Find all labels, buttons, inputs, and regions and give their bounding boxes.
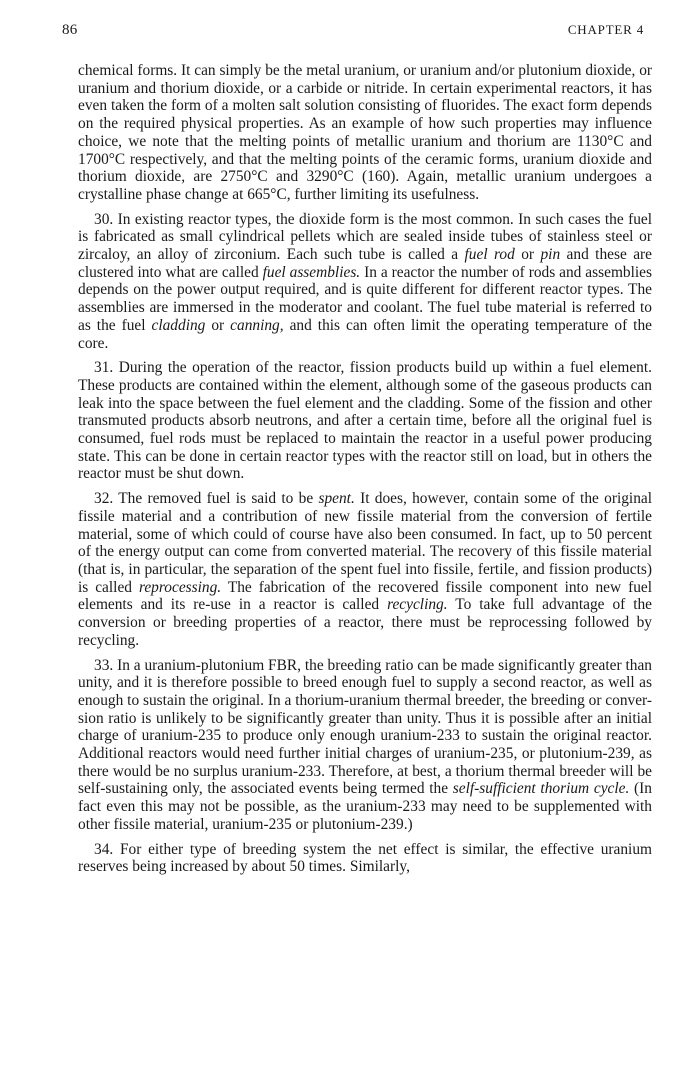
text-run: The fabrication of the recovered fissile component into new fuel elements and its re-use in a reactor is called [78, 578, 653, 614]
italic-term: spent. [318, 490, 355, 508]
text-run: or [514, 246, 541, 264]
text-run: 30. In existing reactor types, the dioxide form is the most common. In such cases the fuel is fabricated as small cylindrical pellets which are sealed inside tubes of stainless steel or zircaloy, an alloy of zirconium. Each such tube is called a [78, 210, 652, 264]
text-run: or [205, 316, 231, 334]
italic-term: reprocessing. [138, 578, 222, 596]
paragraph-continued [78, 62, 652, 204]
page-number: 86 [62, 22, 78, 38]
italic-term: fuel rod [464, 246, 515, 264]
text-run: To take full advantage of the conversion or breeding properties of a reactor, there must be reprocessing followed by recycling. [78, 596, 653, 649]
text-run: In a reactor the number of rods and assemblies depends on the power output required, and is quite different for different reactor types. The assemblies are immersed in the moderator and coolant. The fuel tube material is referred to as the fuel [78, 263, 652, 334]
paragraph-34 [78, 841, 652, 876]
text-run: 34. For either type of breeding system the net effect is similar, the effective uranium reserves being increased by about 50 times. Similarly, [78, 840, 652, 876]
paragraph-30 [78, 211, 652, 353]
paragraph-33 [78, 657, 652, 834]
italic-term: recycling. [387, 596, 448, 614]
text-run: 33. In a uranium-plutonium FBR, the breeding ratio can be made significantly greater than unity, and it is therefore possible to breed enough fuel to supply a second reactor, as well as enough to sustain the original. In a thorium-uranium thermal breeder, the breeding or conver-sion ratio is unlikely to be significantly greater than unity. Thus it is possible after an initial charge of uranium-235 to produce only enough uranium-233 to sustain the original reactor. Additional reactors would need further initial charges of uranium-235, or plutonium-239, as there would be no surplus uranium-233. Therefore, at best, a thorium thermal breeder will be self-sustaining only, the associated events being termed the [78, 656, 652, 798]
italic-term: canning, [230, 316, 284, 334]
text-run: 32. The removed fuel is said to be [94, 490, 319, 508]
text-run: It does, however, contain some of the original fissile material and a contribution of new fissile material from the conversion of fertile material, some of which could of course have also been consumed. In fact, up to 50 percent of the energy output can come from converted material. The recovery of this fissile material (that is, in particular, the separation of the spent fuel into fissile, fertile, and fission products) is called [78, 490, 652, 596]
text-run: 31. During the operation of the reactor, fission products build up within a fuel element. These products are contained within the element, although some of the gaseous products can leak into the space between the fuel element and the cladding. Some of the fission and other transmuted products absorb neutrons, and after a certain time, before all the original fuel is consumed, fuel rods must be replaced to maintain the reactor in a useful power producing state. This can be done in certain reactor types with the reactor still on load, but in others the reactor must be shut down. [78, 359, 652, 483]
text-run: and this can often limit the operating temperature of the core. [78, 316, 652, 352]
chapter-label: CHAPTER 4 [567, 22, 644, 37]
italic-term: fuel assemblies. [262, 263, 361, 281]
running-head [62, 22, 644, 42]
paragraph-31 [78, 359, 652, 483]
text-run: and these are clustered into what are called [78, 246, 652, 281]
italic-term: cladding [151, 316, 206, 334]
body-text [78, 62, 652, 883]
paragraph-32 [78, 490, 652, 649]
italic-term: self-sufficient thorium cycle. [452, 780, 630, 798]
italic-term: pin [540, 246, 561, 264]
text-run: (In fact even this may not be possible, as the uranium-233 may need to be supplemented with other fissile material, uranium-235 or plutonium-239.) [78, 780, 652, 833]
text-run: chemical forms. It can simply be the metal uranium, or uranium and/or plutonium dioxide, or uranium and thorium dioxide, or a carbide or nitride. In certain experimental reactors, it has even taken the form of a molten salt solution consisting of fluorides. The exact form depends on the required physical properties. As an example of how such properties may influence choice, we note that the melting points of metallic uranium and thorium are 1130°C and 1700°C respectively, and that the melting points of the ceramic forms, uranium dioxide and thorium dioxide, are 2750°C and 3290°C (160). Again, metallic uranium undergoes a crystalline phase change at 665°C, further limiting its usefulness. [78, 62, 653, 203]
